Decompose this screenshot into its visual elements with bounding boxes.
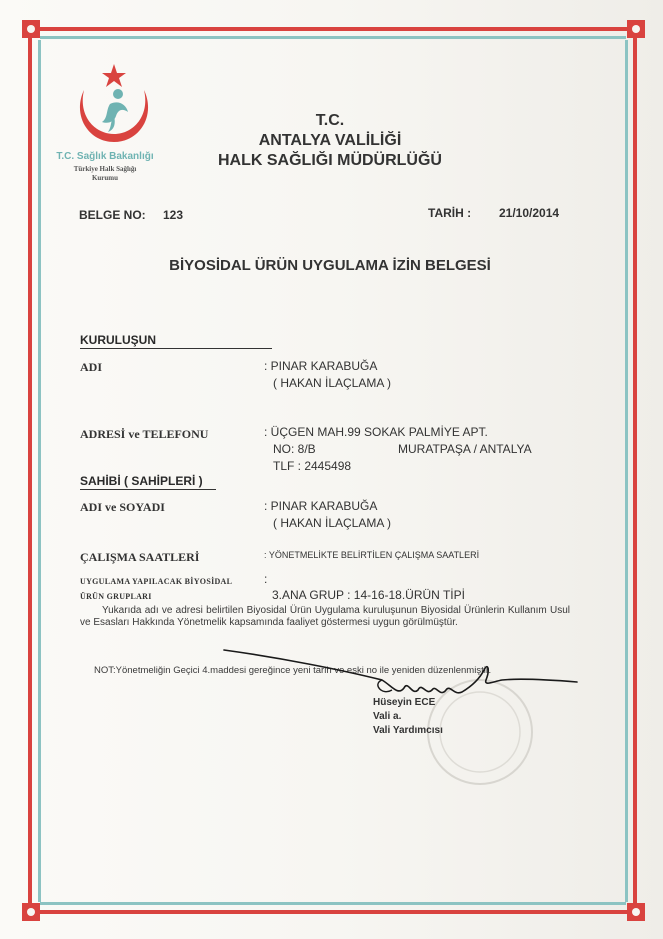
section-kurulus-title: KURULUŞUN	[80, 333, 272, 349]
frame-bottom-red	[30, 910, 636, 914]
frame-bottom-teal	[40, 902, 626, 905]
uygulama-colon: :	[264, 572, 268, 586]
belge-no-label: BELGE NO:	[79, 208, 146, 222]
uygulama-label-line1: UYGULAMA YAPILACAK BİYOSİDAL	[80, 577, 233, 586]
note-text: NOT:Yönetmeliğin Geçici 4.maddesi gereğince yeni tarih ve eski no ile yeniden düzenlenmiştir.	[94, 665, 492, 676]
sahibi-adi-soyadi-label: ADI ve SOYADI	[80, 500, 165, 514]
sahibi-adi-soyadi-value2: ( HAKAN İLAÇLAMA )	[273, 516, 392, 530]
frame-left-red	[28, 30, 32, 912]
belge-no-value: 123	[163, 208, 184, 222]
logo-institution-line2: Kurumu	[91, 174, 119, 182]
tarih-value: 21/10/2014	[499, 206, 560, 220]
sahibi-adi-soyadi-value1: : PINAR KARABUĞA	[264, 499, 378, 513]
section-sahibi-title: SAHİBİ ( SAHİPLERİ )	[80, 474, 216, 490]
frame-corner-bottom-right	[627, 903, 645, 921]
frame-right-red	[633, 30, 637, 912]
document-title: BİYOSİDAL ÜRÜN UYGULAMA İZİN BELGESİ	[169, 257, 491, 274]
kurulus-adres-value3: TLF : 2445498	[273, 459, 352, 473]
frame-top-teal	[40, 36, 626, 39]
frame-top-red	[30, 27, 636, 31]
calisma-saatleri-value: : YÖNETMELİKTE BELİRTİLEN ÇALIŞMA SAATLERİ	[264, 550, 480, 560]
kurulus-adres-label: ADRESİ ve TELEFONU	[80, 427, 209, 441]
ministry-logo-icon	[70, 60, 160, 155]
uygulama-value: 3.ANA GRUP : 14-16-18.ÜRÜN TİPİ	[272, 588, 465, 602]
frame-corner-top-left	[22, 20, 40, 38]
header-valilik: ANTALYA VALİLİĞİ	[258, 132, 402, 149]
frame-right-teal	[625, 40, 628, 902]
logo-ministry-text: T.C. Sağlık Bakanlığı	[56, 151, 154, 162]
calisma-saatleri-label: ÇALIŞMA SAATLERİ	[80, 550, 200, 564]
logo-institution-line1: Türkiye Halk Sağlığı	[73, 165, 137, 173]
signer-title1: Vali a.	[373, 711, 402, 722]
kurulus-adi-label: ADI	[80, 360, 103, 374]
signer-title2: Vali Yardımcısı	[373, 725, 443, 736]
kurulus-adres-value2: NO: 8/B	[273, 442, 316, 456]
approval-paragraph: Yukarıda adı ve adresi belirtilen Biyosidal Ürün Uygulama kuruluşunun Biyosidal Ürünlerin Kullanım Usul ve Esasları Hakkında Yönetmelik kapsamında faaliyet göstermesi uygun görülmüştür.	[80, 605, 570, 628]
kurulus-adres-value2b: MURATPAŞA / ANTALYA	[398, 442, 532, 456]
header-mudurluk: HALK SAĞLIĞI MÜDÜRLÜĞÜ	[218, 152, 442, 169]
uygulama-label-line2: ÜRÜN GRUPLARI	[80, 592, 152, 601]
tarih-label: TARİH :	[428, 206, 472, 220]
kurulus-adi-value2: ( HAKAN İLAÇLAMA )	[273, 376, 392, 390]
frame-left-teal	[38, 40, 41, 902]
signer-name: Hüseyin ECE	[373, 697, 436, 708]
frame-corner-bottom-left	[22, 903, 40, 921]
frame-corner-top-right	[627, 20, 645, 38]
kurulus-adi-value1: : PINAR KARABUĞA	[264, 359, 378, 373]
kurulus-adres-value1: : ÜÇGEN MAH.99 SOKAK PALMİYE APT.	[264, 425, 488, 439]
header-tc: T.C.	[315, 112, 345, 129]
